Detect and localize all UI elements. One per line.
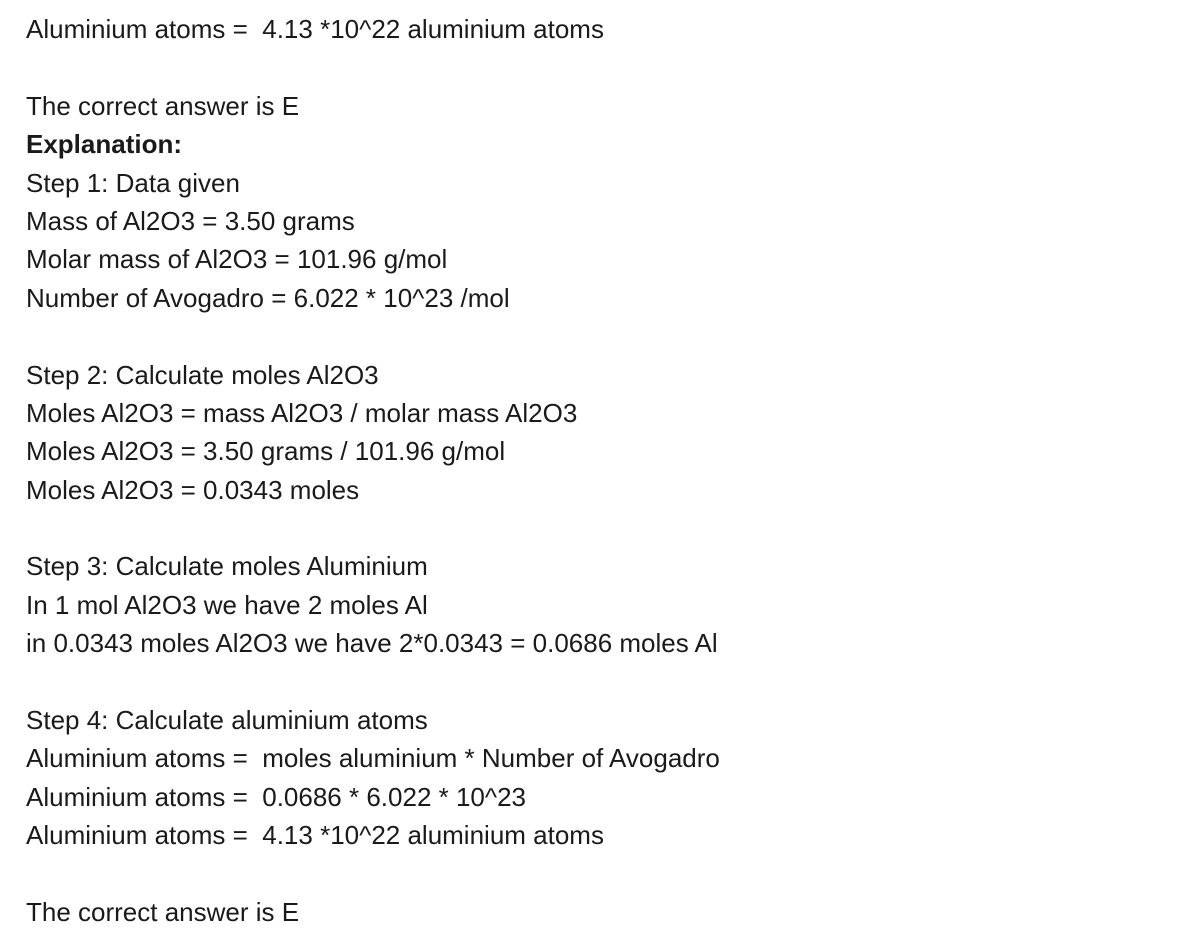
correct-answer-bottom: The correct answer is E [26, 896, 300, 927]
step2-line: Moles Al2O3 = 0.0343 moles [26, 474, 360, 505]
blank-line [26, 855, 1176, 893]
step2-line: Moles Al2O3 = 3.50 grams / 101.96 g/mol [26, 436, 506, 467]
step1-title: Step 1: Data given [26, 167, 240, 198]
answer-document [26, 10, 1176, 931]
step1-line: Mass of Al2O3 = 3.50 grams [26, 205, 355, 236]
result-line-top: Aluminium atoms = 4.13 *10^22 aluminium atoms [26, 14, 604, 44]
step2-line: Moles Al2O3 = mass Al2O3 / molar mass Al2O3 [26, 397, 578, 428]
explanation-heading: Explanation: [26, 129, 183, 160]
step3-line: In 1 mol Al2O3 we have 2 moles Al [26, 589, 428, 620]
blank-line [26, 48, 1176, 86]
step4-line: Aluminium atoms = 0.0686 * 6.022 * 10^23 [26, 781, 527, 812]
blank-line [26, 663, 1176, 701]
blank-line [26, 509, 1176, 547]
step4-title: Step 4: Calculate aluminium atoms [26, 705, 428, 736]
step3-line: in 0.0343 moles Al2O3 we have 2*0.0343 = 0.0686 moles Al [26, 628, 718, 659]
step2-title: Step 2: Calculate moles Al2O3 [26, 359, 379, 390]
blank-line [26, 317, 1176, 355]
step4-line: Aluminium atoms = moles aluminium * Number of Avogadro [26, 743, 720, 774]
step1-line: Molar mass of Al2O3 = 101.96 g/mol [26, 244, 448, 275]
step1-line: Number of Avogadro = 6.022 * 10^23 /mol [26, 282, 510, 313]
step4-line: Aluminium atoms = 4.13 *10^22 aluminium atoms [26, 820, 604, 851]
correct-answer-top: The correct answer is E [26, 90, 300, 121]
step3-title: Step 3: Calculate moles Aluminium [26, 551, 428, 582]
